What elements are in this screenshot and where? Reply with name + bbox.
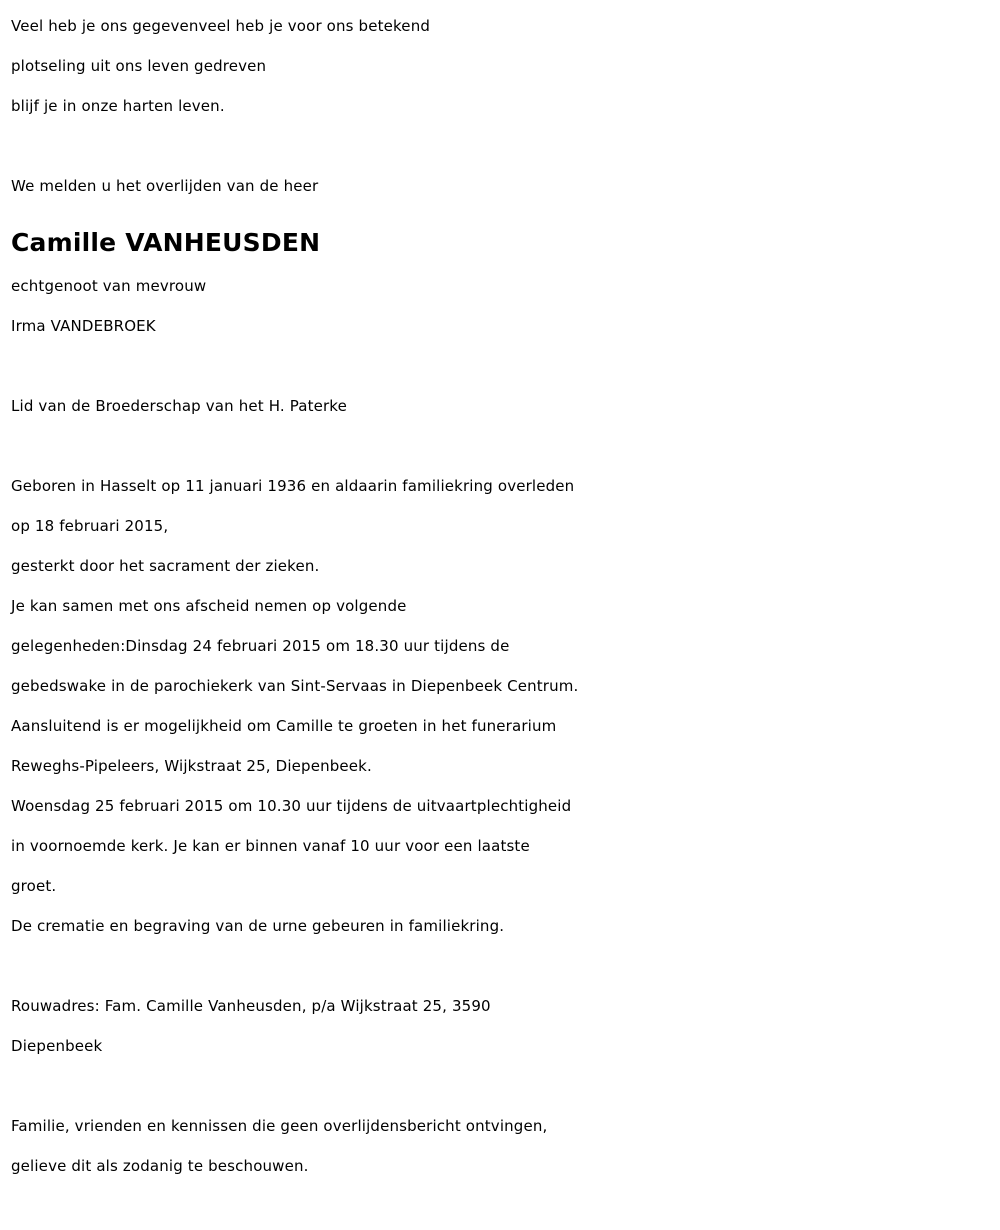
details-block	[11, 466, 996, 946]
details-line: De crematie en begraving van de urne gebeuren in familiekring.	[11, 917, 505, 935]
details-line: gesterkt door het sacrament der zieken.	[11, 557, 320, 575]
closing-block	[11, 1106, 996, 1186]
address-line: Diepenbeek	[11, 1037, 103, 1055]
spacer	[11, 1066, 996, 1106]
spouse-block	[11, 266, 996, 346]
spacer	[11, 126, 996, 166]
address-block	[11, 986, 996, 1066]
details-line: gelegenheden:Dinsdag 24 februari 2015 om 18.30 uur tijdens de	[11, 637, 510, 655]
poem-block	[11, 6, 996, 126]
poem-line: Veel heb je ons gegevenveel heb je voor ons betekend	[11, 17, 431, 35]
poem-line: blijf je in onze harten leven.	[11, 97, 225, 115]
spouse-line: Irma VANDEBROEK	[11, 317, 156, 335]
closing-line: gelieve dit als zodanig te beschouwen.	[11, 1157, 309, 1175]
details-line: groet.	[11, 877, 57, 895]
closing-line: Familie, vrienden en kennissen die geen overlijdensbericht ontvingen,	[11, 1117, 548, 1135]
details-line: op 18 februari 2015,	[11, 517, 169, 535]
spouse-line: echtgenoot van mevrouw	[11, 277, 207, 295]
deceased-name: Camille VANHEUSDEN	[11, 228, 321, 257]
details-line: Reweghs-Pipeleers, Wijkstraat 25, Diepenbeek.	[11, 757, 372, 775]
spacer	[11, 946, 996, 986]
details-line: Geboren in Hasselt op 11 januari 1936 en aldaarin familiekring overleden	[11, 477, 575, 495]
poem-line: plotseling uit ons leven gedreven	[11, 57, 267, 75]
details-line: in voornoemde kerk. Je kan er binnen vanaf 10 uur voor een laatste	[11, 837, 530, 855]
intro-text: We melden u het overlijden van de heer	[11, 177, 319, 195]
membership-text: Lid van de Broederschap van het H. Paterke	[11, 397, 347, 415]
obituary-notice	[11, 6, 996, 1186]
details-line: gebedswake in de parochiekerk van Sint-Servaas in Diepenbeek Centrum.	[11, 677, 579, 695]
details-line: Aansluitend is er mogelijkheid om Camille te groeten in het funerarium	[11, 717, 557, 735]
details-line: Woensdag 25 februari 2015 om 10.30 uur tijdens de uitvaartplechtigheid	[11, 797, 572, 815]
address-line: Rouwadres: Fam. Camille Vanheusden, p/a Wijkstraat 25, 3590	[11, 997, 491, 1015]
spacer	[11, 426, 996, 466]
spacer	[11, 346, 996, 386]
details-line: Je kan samen met ons afscheid nemen op volgende	[11, 597, 407, 615]
